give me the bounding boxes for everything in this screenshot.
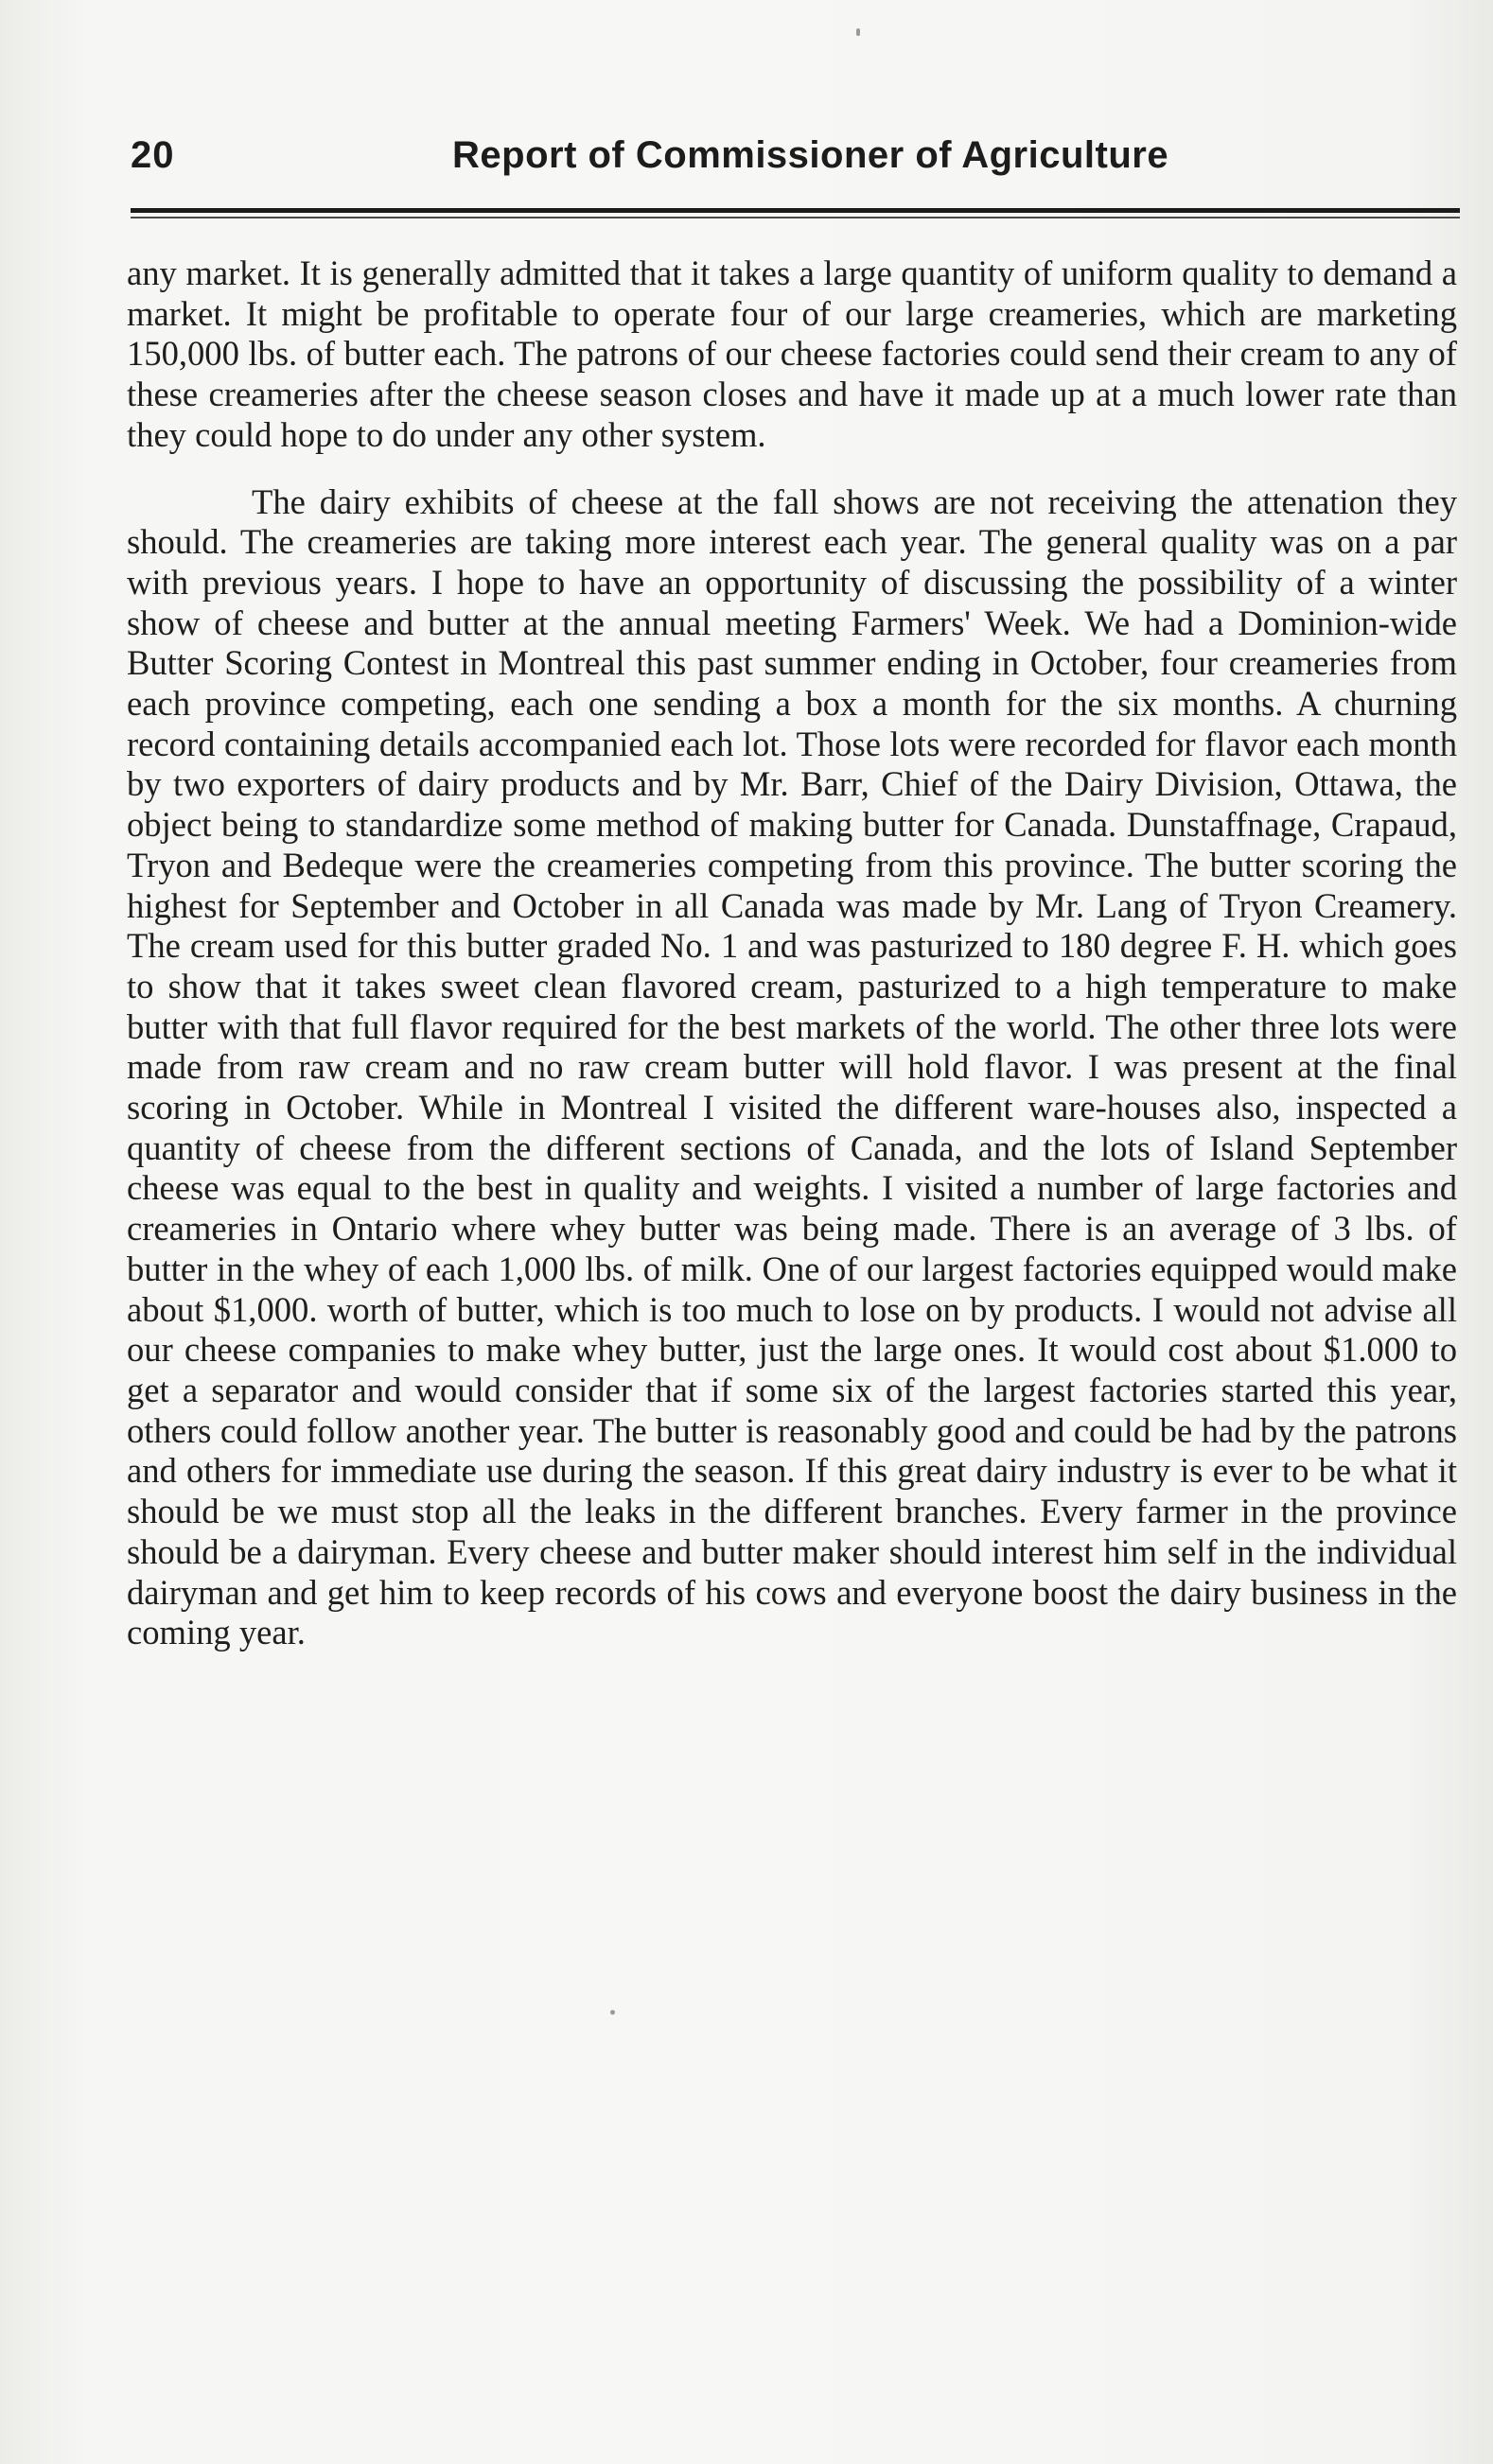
paragraph-2: The dairy exhibits of cheese at the fall shows are not receiving the attenation they should. The creameries are taking more interest each year. The general quality was on a par with previous years. I hope to have an opportunity of discussing the possibility of a winter show of cheese and butter at the annual meeting Farmers' Week. We had a Dominion-wide Butter Scoring Contest in Montreal this past summer ending in October, four creameries from each province competing, each one sending a box a month for the six months. A churning record containing details accompanied each lot. Those lots were recorded for flavor each month by two exporters of dairy products and by Mr. Barr, Chief of the Dairy Division, Ottawa, the object being to standardize some method of making butter for Canada. Dunstaffnage, Crapaud, Tryon and Bedeque were the creameries competing from this province. The butter scoring the highest for September and October in all Canada was made by Mr. Lang of Tryon Creamery. The cream used for this butter graded No. 1 and was pasturized to 180 degree F. H. which goes to show that it takes sweet clean flavored cream, pasturized to a high temperature to make butter with that full flavor required for the best markets of the world. The other three lots were made from raw cream and no raw cream butter will hold flavor. I was present at the final scoring in October. While in Montreal I visited the different ware-houses also, inspected a quantity of cheese from the different sections of Canada, and the lots of Island September cheese was equal to the best in quality and weights. I visited a number of large factories and creameries in Ontario where whey butter was being made. There is an average of 3 lbs. of butter in the whey of each 1,000 lbs. of milk. One of our largest factories equipped would make about $1,000. worth of butter, which is too much to lose on by products. I would not advise all our cheese companies to make whey butter, just the large ones. It would cost about $1.000 to get a separator and would consider that if some six of the largest factories started this year, others could follow another year. The butter is reasonably good and could be had by the patrons and others for immediate use during the season. If this great dairy industry is ever to be what it should be we must stop all the leaks in the different branches. Every farmer in the province should be a dairyman. Every cheese and butter maker should interest him self in the individual dairyman and get him to keep records of his cows and everyone boost the dairy business in the coming year. (127, 481, 1457, 1652)
header-rule (131, 208, 1460, 213)
paper-speck (610, 2010, 615, 2015)
page-number: 20 (131, 134, 175, 176)
paragraph-1: any market. It is generally admitted that it takes a large quantity of uniform quality to demand a market. It might be profitable to operate four of our large creameries, which are marketing 150,000 lbs. of butter each. The patrons of our cheese factories could send their cream to any of these creameries after the cheese season closes and have it made up at a much lower rate than they could hope to do under any other system. (127, 253, 1457, 454)
running-title: Report of Commissioner of Agriculture (452, 134, 1169, 176)
paper-speck (856, 28, 860, 36)
header-rule-thin (131, 217, 1460, 218)
body-text (127, 253, 1457, 1653)
page-header (131, 134, 1460, 191)
